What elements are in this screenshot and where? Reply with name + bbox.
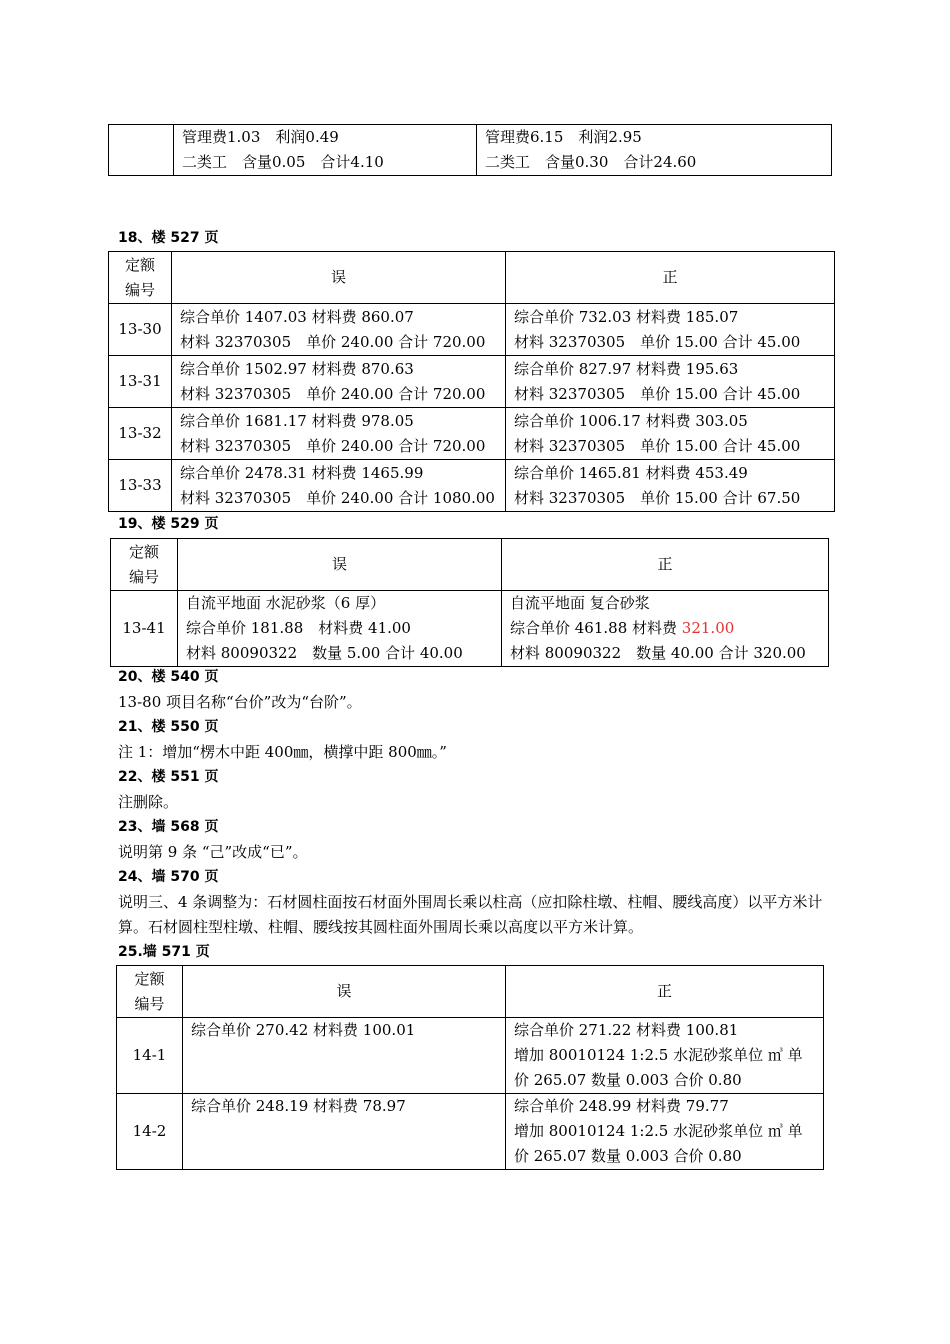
code-cell: 13-31	[109, 356, 172, 408]
section-heading: 18、楼 527 页	[118, 230, 219, 246]
table-row	[109, 356, 835, 408]
header-code: 定额 编号	[111, 539, 178, 591]
right-cell: 综合单价 1465.81 材料费 453.49 材料 32370305 单价 15.00 合计 67.50	[506, 460, 835, 512]
code-cell: 13-41	[111, 591, 178, 667]
text-line: 管理费6.15 利润2.95	[485, 128, 642, 146]
table-row	[117, 1018, 824, 1094]
code-cell: 13-32	[109, 408, 172, 460]
header-code: 定额 编号	[109, 252, 172, 304]
text-line: 管理费1.03 利润0.49	[182, 128, 339, 146]
top-table-wrong-cell	[174, 125, 477, 176]
section-heading: 24、墙 570 页	[118, 869, 219, 885]
header-wrong: 误	[183, 966, 506, 1018]
right-cell: 综合单价 271.22 材料费 100.81 增加 80010124 1:2.5 水泥砂浆单位 ㎥ 单 价 265.07 数量 0.003 合价 0.80	[506, 1018, 824, 1094]
text-line: 二类工 含量0.05 合计4.10	[182, 153, 384, 171]
header-right: 正	[506, 966, 824, 1018]
header-right: 正	[506, 252, 835, 304]
text-line: 二类工 含量0.30 合计24.60	[485, 153, 697, 171]
wrong-cell: 综合单价 1407.03 材料费 860.07 材料 32370305 单价 240.00 合计 720.00	[172, 304, 506, 356]
wrong-cell: 综合单价 2478.31 材料费 1465.99 材料 32370305 单价 240.00 合计 1080.00	[172, 460, 506, 512]
code-cell: 14-2	[117, 1094, 183, 1170]
top-table	[108, 124, 832, 176]
wrong-cell: 自流平地面 水泥砂浆（6 厚） 综合单价 181.88 材料费 41.00 材料 80090322 数量 5.00 合计 40.00	[178, 591, 502, 667]
section-text: 注删除。	[118, 793, 179, 811]
wrong-cell: 综合单价 1681.17 材料费 978.05 材料 32370305 单价 240.00 合计 720.00	[172, 408, 506, 460]
code-cell: 14-1	[117, 1018, 183, 1094]
section-text: 说明第 9 条 “己”改成“已”。	[118, 843, 308, 861]
section-heading: 22、楼 551 页	[118, 769, 219, 785]
header-wrong: 误	[178, 539, 502, 591]
section-heading: 23、墙 568 页	[118, 819, 219, 835]
right-cell: 综合单价 1006.17 材料费 303.05 材料 32370305 单价 15.00 合计 45.00	[506, 408, 835, 460]
code-cell: 13-30	[109, 304, 172, 356]
table-row	[111, 591, 829, 667]
right-cell: 综合单价 248.99 材料费 79.77 增加 80010124 1:2.5 水泥砂浆单位 ㎥ 单 价 265.07 数量 0.003 合价 0.80	[506, 1094, 824, 1170]
table-row	[109, 460, 835, 512]
header-wrong: 误	[172, 252, 506, 304]
section-heading: 19、楼 529 页	[118, 516, 219, 532]
top-table-right-cell	[477, 125, 832, 176]
right-cell: 自流平地面 复合砂浆 综合单价 461.88 材料费 321.00 材料 80090322 数量 40.00 合计 320.00	[502, 591, 829, 667]
code-cell: 13-33	[109, 460, 172, 512]
section-heading: 21、楼 550 页	[118, 719, 219, 735]
correction-table-25	[116, 965, 824, 1170]
wrong-cell: 综合单价 248.19 材料费 78.97	[183, 1094, 506, 1170]
wrong-cell: 综合单价 1502.97 材料费 870.63 材料 32370305 单价 240.00 合计 720.00	[172, 356, 506, 408]
header-right: 正	[502, 539, 829, 591]
corrected-value: 321.00	[681, 619, 735, 637]
right-cell: 综合单价 827.97 材料费 195.63 材料 32370305 单价 15.00 合计 45.00	[506, 356, 835, 408]
section-paragraph: 说明三、4 条调整为：石材圆柱面按石材面外围周长乘以柱高（应扣除柱墩、柱帽、腰线高度）以平方米计算。石材圆柱型柱墩、柱帽、腰线按其圆柱面外围周长乘以高度以平方米计算。	[118, 893, 823, 936]
section-heading: 20、楼 540 页	[118, 669, 219, 685]
section-heading: 25.墙 571 页	[118, 944, 210, 960]
section-text: 13-80 项目名称“台价”改为“台阶”。	[118, 693, 362, 711]
top-table-code-cell	[109, 125, 174, 176]
table-row	[109, 304, 835, 356]
wrong-cell: 综合单价 270.42 材料费 100.01	[183, 1018, 506, 1094]
right-cell: 综合单价 732.03 材料费 185.07 材料 32370305 单价 15.00 合计 45.00	[506, 304, 835, 356]
correction-table-19	[110, 538, 829, 667]
table-row	[117, 1094, 824, 1170]
table-row	[109, 408, 835, 460]
correction-table-18	[108, 251, 835, 512]
header-code: 定额 编号	[117, 966, 183, 1018]
section-text: 注 1：增加“楞木中距 400㎜，横撑中距 800㎜。”	[118, 743, 447, 761]
